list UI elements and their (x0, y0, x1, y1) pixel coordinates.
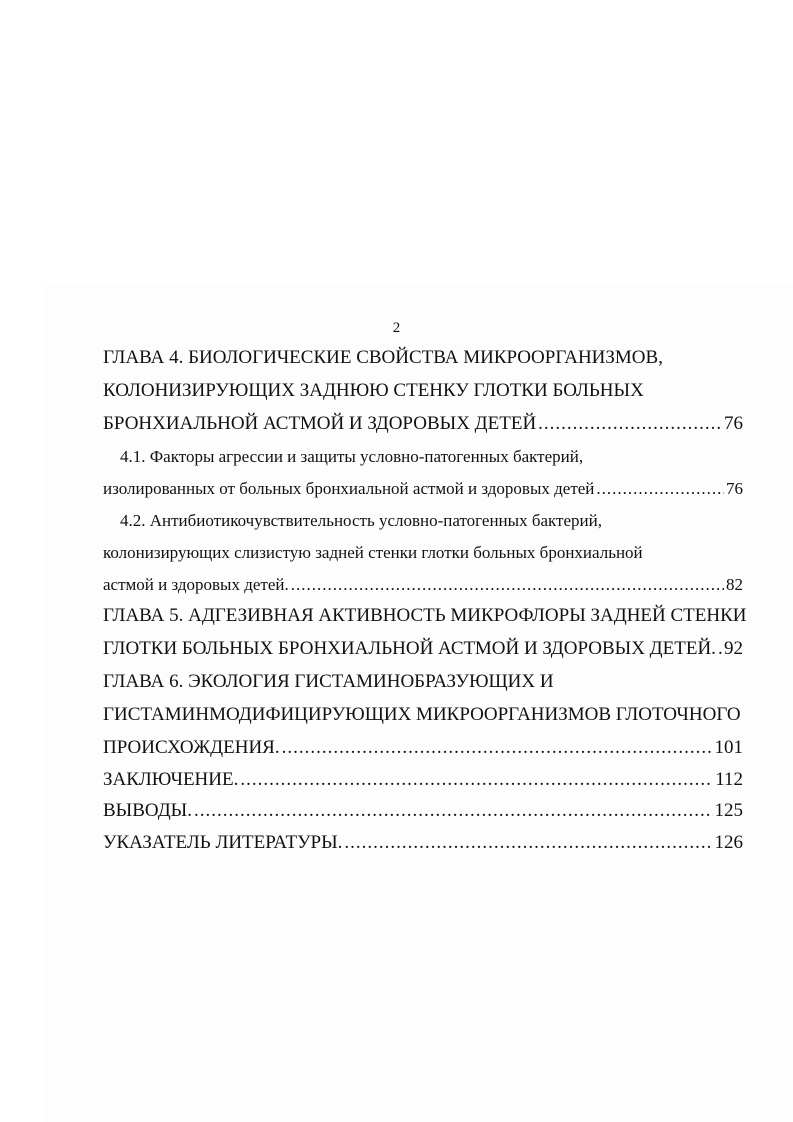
toc-s42-entry[interactable] (103, 575, 743, 595)
toc-ch6-entry[interactable] (103, 737, 743, 759)
toc-references-label: УКАЗАТЕЛЬ ЛИТЕРАТУРЫ. (103, 832, 343, 853)
toc-s42-title-line3: астмой и здоровых детей. (103, 575, 289, 594)
page-number: 2 (392, 320, 401, 336)
toc-conclusion-label: ЗАКЛЮЧЕНИЕ. (103, 769, 239, 790)
toc-ch6-title-line1: ГЛАВА 6. ЭКОЛОГИЯ ГИСТАМИНОБРАЗУЮЩИХ И (103, 671, 554, 692)
leader-dots (718, 638, 722, 660)
toc-findings-page: 125 (714, 800, 743, 821)
leader-dots (240, 769, 713, 791)
leader-dots (194, 800, 713, 822)
toc-s42-line2 (103, 543, 743, 563)
leader-dots (344, 832, 712, 854)
toc-ch6-line1 (103, 671, 743, 693)
toc-ch6-line2 (103, 704, 743, 726)
toc-findings-entry[interactable] (103, 800, 743, 822)
toc-references-page: 126 (714, 832, 743, 853)
toc-ch5-line1 (103, 605, 747, 627)
toc-ch4-title-line2: КОЛОНИЗИРУЮЩИХ ЗАДНЮЮ СТЕНКУ ГЛОТКИ БОЛЬНЫХ (103, 380, 644, 401)
toc-ch4-entry[interactable] (103, 413, 743, 435)
toc-s42-title-line2: колонизирующих слизистую задней стенки глотки больных бронхиальной (103, 543, 643, 562)
toc-s41-title-line2: изолированных от больных бронхиальной астмой и здоровых детей (103, 479, 595, 498)
toc-ch6-page: 101 (714, 737, 743, 758)
toc-ch5-entry[interactable] (103, 638, 743, 660)
toc-ch4-page: 76 (724, 413, 743, 434)
toc-ch5-page: 92 (724, 638, 743, 659)
toc-conclusion-page: 112 (715, 769, 743, 790)
toc-s41-entry[interactable] (103, 479, 743, 499)
toc-ch4-title-line3: БРОНХИАЛЬНОЙ АСТМОЙ И ЗДОРОВЫХ ДЕТЕЙ (103, 413, 537, 434)
toc-s42-page: 82 (726, 575, 743, 594)
toc-ch5-title-line2: ГЛОТКИ БОЛЬНЫХ БРОНХИАЛЬНОЙ АСТМОЙ И ЗДОРОВЫХ ДЕТЕЙ. (103, 638, 716, 659)
toc-findings-label: ВЫВОДЫ. (103, 800, 192, 821)
toc-references-entry[interactable] (103, 832, 743, 854)
toc-ch5-title-line1: ГЛАВА 5. АДГЕЗИВНАЯ АКТИВНОСТЬ МИКРОФЛОРЫ ЗАДНЕЙ СТЕНКИ (103, 605, 747, 626)
toc-s41-title-line1: 4.1. Факторы агрессии и защиты условно-патогенных бактерий, (120, 447, 584, 466)
toc-ch4-line1 (103, 347, 743, 369)
leader-dots (596, 479, 724, 499)
leader-dots (291, 575, 724, 595)
toc-ch6-title-line3: ПРОИСХОЖДЕНИЯ. (103, 737, 280, 758)
leader-dots (538, 413, 722, 435)
toc-s41-line1 (120, 447, 743, 467)
leader-dots (282, 737, 713, 759)
toc-s42-line1 (120, 511, 743, 531)
toc-s42-title-line1: 4.2. Антибиотикочувствительность условно-патогенных бактерий, (120, 511, 602, 530)
toc-ch6-title-line2: ГИСТАМИНМОДИФИЦИРУЮЩИХ МИКРООРГАНИЗМОВ ГЛОТОЧНОГО (103, 704, 741, 725)
toc-ch4-line2 (103, 380, 743, 402)
toc-conclusion-entry[interactable] (103, 769, 743, 791)
toc-s41-page: 76 (726, 479, 743, 498)
toc-ch4-title-line1: ГЛАВА 4. БИОЛОГИЧЕСКИЕ СВОЙСТВА МИКРООРГАНИЗМОВ, (103, 347, 663, 368)
